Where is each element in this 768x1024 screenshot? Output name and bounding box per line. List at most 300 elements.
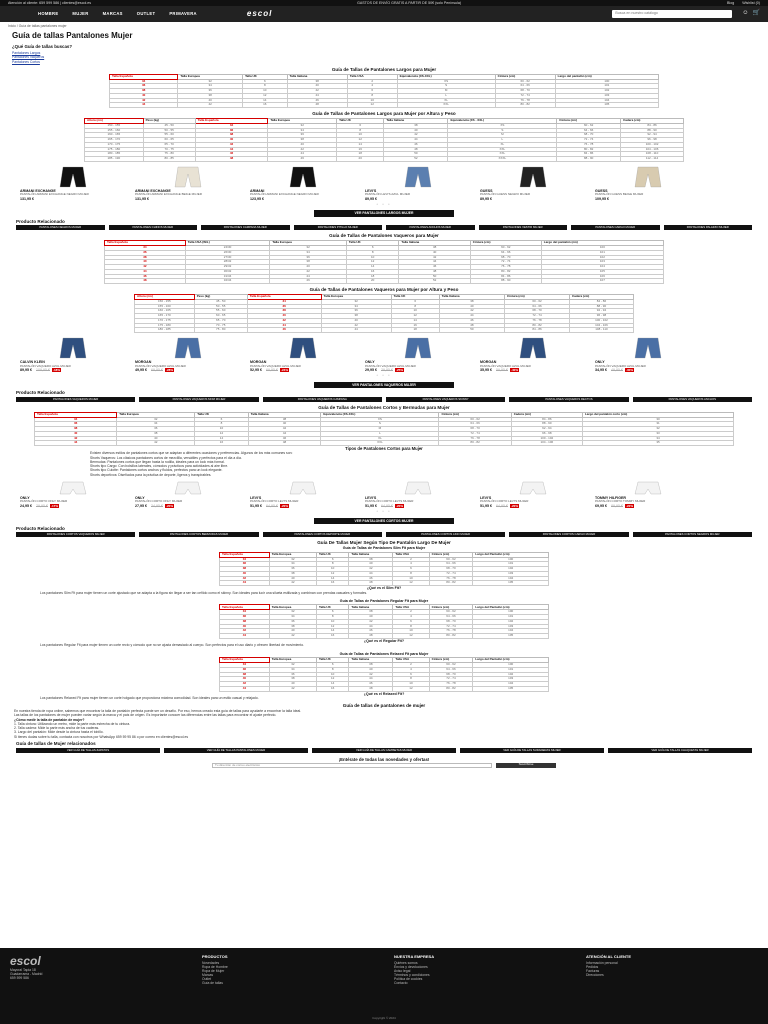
related-chip-button[interactable]: VER GUÍA DE TALLAS ZAPATOS	[16, 748, 160, 753]
products-row-largos	[0, 166, 768, 202]
table-cell: 48	[349, 686, 393, 691]
footer-link[interactable]: Quiénes somos	[394, 961, 418, 965]
table-cell: 64 - 66	[470, 250, 541, 255]
table-cell: 6	[195, 417, 249, 422]
related-chip-button[interactable]: VER GUÍA DE TALLAS CHAQUETAS MUJER	[608, 748, 752, 753]
pants-icon	[163, 337, 213, 359]
product-price: 27,95 €	[135, 504, 147, 508]
product-card[interactable]	[250, 337, 355, 373]
product-price: 51,95 €	[250, 504, 262, 508]
product-card[interactable]	[365, 481, 470, 509]
table-cell: 68 - 70	[470, 255, 541, 260]
product-card[interactable]	[135, 481, 240, 509]
table-cell: 44	[105, 269, 186, 274]
toc-link-vaqueros[interactable]: Pantalones Vaqueros	[12, 55, 45, 60]
nav-marcas[interactable]: MARCAS	[102, 11, 123, 17]
table-cell: 8	[337, 128, 384, 133]
table-header-cell: Talla Italiana	[349, 605, 393, 610]
table-cell: 38	[247, 309, 321, 314]
shorts-line: Shorts Vaqueros: Los clásicos pantalones cortos de mezclilla, versátiles y perfectos para el día a día.	[90, 455, 242, 460]
nav-outlet[interactable]: OUTLET	[136, 11, 156, 17]
product-price-line	[20, 197, 125, 201]
footer-logo[interactable]: escol	[10, 954, 41, 968]
discount-badge: -20%	[166, 504, 174, 508]
table-cell: 42	[269, 634, 316, 639]
footer-link[interactable]: Términos y condiciones	[394, 973, 430, 977]
table-cell: 40	[349, 562, 393, 567]
product-card[interactable]	[480, 166, 585, 202]
product-price: 35,95 €	[480, 368, 492, 373]
table-cell: 38	[287, 79, 347, 84]
table-cell: 40	[349, 615, 393, 620]
cta-vaqueros-button[interactable]: VER PANTALONES VAQUEROS MUJER	[314, 382, 454, 388]
table-header-cell: Talla USA	[347, 74, 397, 79]
table-cell: 42	[321, 323, 391, 328]
table-cell: 76 - 78	[429, 576, 473, 581]
cart-icon[interactable]: 🛒	[752, 10, 760, 17]
table-header-cell: Largo del Pantalón (cm)	[473, 552, 549, 557]
table-cell: 165 - 170	[85, 138, 144, 143]
table-cell: 72 - 74	[495, 93, 555, 98]
product-description: PANTALÓN CORTO LEVI'S MUJER	[480, 499, 529, 504]
related-chip-button[interactable]: PANTALONES VAQUEROS CAMPANA	[263, 397, 382, 402]
product-image[interactable]	[135, 481, 240, 495]
table-cell: 105	[473, 686, 549, 691]
table-header-cell: Cintura (cm)	[439, 412, 511, 417]
table-cell: 10	[393, 576, 429, 581]
table-cell: 8	[393, 624, 429, 629]
product-brand[interactable]: LEVI'S	[365, 188, 377, 193]
product-description: PANTALÓN VAQUERO AZUL MUJER	[480, 363, 531, 368]
footer-link[interactable]: Contacto	[394, 981, 408, 985]
footer-link[interactable]: Ropa de Hombre	[202, 965, 228, 969]
nav-mujer[interactable]: MUJER	[72, 11, 89, 17]
wishlist-link[interactable]: Wishlist (0)	[742, 0, 760, 5]
product-brand[interactable]: CALVIN KLEIN	[20, 360, 45, 365]
table-cell: 80 - 82	[429, 686, 473, 691]
related-chip-button[interactable]: PANTALONES VAQUEROS SKINNY	[386, 397, 505, 402]
table-cell: 42	[399, 255, 470, 260]
footer-products-col	[202, 954, 374, 1018]
table-cell: 16	[195, 441, 249, 446]
table-cell: 10	[346, 255, 399, 260]
product-image[interactable]	[365, 481, 470, 495]
breadcrumb[interactable]: Inicio / Guía de tallas pantalones mujer	[8, 24, 67, 28]
table-header-cell: Talla Italiana	[287, 74, 347, 79]
table-cell: 42	[220, 682, 270, 687]
footer-link[interactable]: Ropa de Mujer	[202, 969, 225, 973]
table-cell: 44	[195, 147, 268, 152]
table-cell: 8	[195, 422, 249, 427]
related-chip-button[interactable]: VER GUÍA DE TALLAS SUDADERAS MUJER	[460, 748, 604, 753]
table-cell: 46	[248, 436, 321, 441]
product-brand[interactable]: GUESS	[480, 188, 493, 193]
pants-icon	[163, 166, 213, 188]
table-header-cell: Talla UK	[346, 241, 399, 246]
table-cell: 52	[384, 157, 448, 162]
product-card[interactable]	[365, 337, 470, 373]
related-chip-button[interactable]: PANTALONES CARGO MUJER	[571, 225, 660, 230]
toc-link-cortos[interactable]: Pantalones Cortos	[12, 59, 40, 64]
table-cell: 34	[178, 84, 243, 89]
related-chip-button[interactable]: PANTALONES CORTOS DEPORTE MUJER	[263, 532, 382, 537]
footer-link[interactable]: Información personal	[586, 961, 618, 965]
table-cell: 96 - 98	[621, 138, 684, 143]
table-cell: 32/34	[185, 279, 270, 284]
table-cell: 46	[349, 629, 393, 634]
table-cell: 105	[473, 634, 549, 639]
table-cell: 102	[473, 619, 549, 624]
search-input[interactable]: Busca en nuestro catálogo	[612, 10, 732, 18]
table4-title: Guía de Tallas de Pantalones Vaqueros para Mujer por Altura y Peso	[309, 287, 459, 293]
table-cell: 40	[195, 138, 268, 143]
product-brand[interactable]: MORGAN	[135, 360, 152, 365]
related-chip-button[interactable]: PANTALONES CORTOS VAQUEROS MUJER	[16, 532, 135, 537]
product-brand[interactable]: TOMMY HILFIGER	[595, 495, 627, 500]
product-image[interactable]	[135, 337, 240, 359]
product-card[interactable]	[250, 481, 355, 509]
footer-link[interactable]: Outlet	[202, 977, 212, 981]
discount-badge: -24%	[281, 368, 289, 373]
product-card[interactable]	[480, 337, 585, 373]
size-table-vaqueros	[104, 240, 664, 284]
table-header-cell: Altura (cm)	[135, 294, 195, 299]
product-image[interactable]	[135, 166, 240, 188]
newsletter-email-input[interactable]: Tu dirección de correo electrónico	[212, 763, 492, 768]
product-card[interactable]	[20, 481, 125, 509]
table-cell: 46	[399, 265, 470, 270]
pants-icon	[278, 337, 328, 359]
product-card[interactable]	[135, 337, 240, 373]
table-cell: 175 - 180	[135, 323, 195, 328]
carousel-dots[interactable]: • • •	[376, 508, 392, 513]
table-cell: 68 - 70	[495, 89, 555, 94]
table-cell: 155 - 160	[85, 128, 144, 133]
table-cell: 32	[178, 79, 243, 84]
table-cell: 68 - 70	[557, 133, 621, 138]
footer-link[interactable]: Direcciones	[586, 973, 604, 977]
product-description: PANTALÓN GUESS BEIGE MUJER	[595, 192, 644, 197]
newsletter-subscribe-button[interactable]: Suscribirse	[496, 763, 556, 768]
product-image[interactable]	[595, 166, 700, 188]
related-chip-button[interactable]: VER GUÍA DE TALLAS PANTALONES MUJER	[164, 748, 308, 753]
related-chip-button[interactable]: PANTALONES CORTOS BERMUDAS MUJER	[139, 532, 258, 537]
table-cell: 34	[117, 422, 195, 427]
chips-row-4	[0, 748, 768, 753]
table-cell: 150 - 155	[135, 299, 195, 304]
product-brand[interactable]: ARMANI	[250, 188, 265, 193]
table-header-cell: Talla UK	[195, 412, 249, 417]
related-chip-button[interactable]: PANTALONES ANCHOS MUJER	[386, 225, 475, 230]
table-cell: 38	[178, 93, 243, 98]
table-cell: 14	[316, 682, 348, 687]
table-header-cell: Talla Europea	[269, 605, 316, 610]
table-header-cell: Cadera (cm)	[511, 412, 582, 417]
product-brand[interactable]: ONLY	[365, 360, 375, 365]
related-chip-button[interactable]: PANTALONES VAQUEROS MOM MUJER	[139, 397, 258, 402]
related-chip-button[interactable]: PANTALONES VAQUEROS MUJER	[16, 397, 135, 402]
table-header-cell: Talla Española	[110, 74, 178, 79]
table-cell: 155 - 160	[135, 304, 195, 309]
product-image[interactable]	[595, 481, 700, 495]
table-cell: 50	[439, 328, 504, 333]
table-header-cell: Talla Española	[220, 552, 270, 557]
guide-toc	[0, 51, 768, 64]
product-old-price: 39,95 €	[381, 368, 393, 373]
table-cell: 88 - 90	[511, 422, 582, 427]
product-image[interactable]	[20, 481, 125, 495]
product-price-line	[20, 504, 125, 509]
product-image[interactable]	[20, 166, 125, 188]
table-cell: 150 - 155	[85, 123, 144, 128]
product-brand[interactable]: ARMANI EXCHANGE	[135, 188, 171, 193]
table-cell: S	[397, 84, 495, 89]
table-cell: 101	[473, 667, 549, 672]
table-cell: 10	[391, 309, 439, 314]
table-cell: 40	[439, 304, 504, 309]
pants-icon	[508, 337, 558, 359]
table-cell: L	[397, 93, 495, 98]
product-description: PANTALÓN GUESS NEGRO MUJER	[480, 192, 531, 197]
blog-link[interactable]: Blog	[727, 0, 735, 5]
product-image[interactable]	[365, 166, 470, 188]
product-card[interactable]	[250, 166, 355, 202]
table-row	[85, 157, 684, 162]
table-cell: 44	[220, 634, 270, 639]
table-cell: 44	[399, 260, 470, 265]
related-chip-button[interactable]: PANTALONES VAQUEROS RECTOS	[509, 397, 628, 402]
table-cell: 12	[347, 103, 397, 108]
table-cell: 50 - 55	[143, 128, 195, 133]
table-cell: 40	[399, 250, 470, 255]
table-cell: 72 - 74	[470, 260, 541, 265]
product-old-price: 59,95 €	[496, 368, 508, 373]
footer-copyright: Copyright © 2024	[372, 1016, 396, 1021]
regular-title: Guía de Tallas de Pantalones Regular Fit para Mujer	[339, 598, 429, 603]
size-table-cortos	[34, 412, 734, 447]
table-cell: 10	[316, 619, 348, 624]
table-cell: 175 - 180	[85, 147, 144, 152]
table-cell: 180 - 185	[85, 152, 144, 157]
nav-primavera[interactable]: PRIMAVERA	[169, 11, 197, 17]
table-cell: 80 - 82	[495, 103, 555, 108]
table-cell: 48	[287, 103, 347, 108]
table-cell: 6	[393, 567, 429, 572]
table-cell: 84 - 86	[621, 123, 684, 128]
table-cell: 76 - 78	[505, 318, 570, 323]
site-logo[interactable]: escol	[246, 9, 273, 18]
product-brand[interactable]: MORGAN	[250, 360, 267, 365]
table-cell: 44	[248, 431, 321, 436]
product-image[interactable]	[480, 481, 585, 495]
table-cell: 42	[349, 619, 393, 624]
product-old-price: 69,95 €	[151, 368, 163, 373]
product-brand[interactable]: LEVI'S	[480, 495, 492, 500]
table-cell: 68 - 70	[429, 619, 473, 624]
product-card[interactable]	[135, 166, 240, 202]
table-cell: 60 - 62	[429, 610, 473, 615]
table-cell: 38	[384, 123, 448, 128]
table-header-cell: Talla Europea	[178, 74, 243, 79]
related-chip-button[interactable]: PANTALONES CORTOS CARGO MUJER	[509, 532, 628, 537]
table-cell: 102	[541, 255, 663, 260]
pants-icon	[48, 337, 98, 359]
related-chip-button[interactable]: PANTALONES VESTIR MUJER	[479, 225, 568, 230]
table-cell: 55 - 60	[194, 309, 247, 314]
cta-cortos-button[interactable]: VER PANTALONES CORTOS MUJER	[314, 518, 454, 524]
footer-link[interactable]: Novedades	[202, 961, 220, 965]
product-image[interactable]	[365, 337, 470, 359]
table-cell: 100	[541, 246, 663, 251]
site-footer	[0, 948, 768, 1024]
table-cell: 35	[582, 441, 733, 446]
nav-hombre[interactable]: HOMBRE	[38, 11, 59, 17]
table-cell: 46	[287, 98, 347, 103]
table-cell: 44	[220, 686, 270, 691]
product-price-line	[250, 504, 355, 509]
table-cell: 68 - 70	[429, 672, 473, 677]
table-cell: 105	[555, 103, 658, 108]
table-cell: 100	[473, 663, 549, 668]
product-image[interactable]	[250, 481, 355, 495]
table-cell: 38	[220, 619, 270, 624]
footer-link[interactable]: Guía de tallas	[202, 981, 223, 985]
product-brand[interactable]: ARMANI EXCHANGE	[20, 188, 56, 193]
product-card[interactable]	[595, 337, 700, 373]
table-cell: 14	[316, 576, 348, 581]
table-cell: XS	[397, 79, 495, 84]
product-card[interactable]	[595, 481, 700, 509]
related-chip-button[interactable]: PANTALONES PITILLO MUJER	[294, 225, 383, 230]
table-cell: 106	[541, 274, 663, 279]
table-cell: 64 - 66	[429, 615, 473, 620]
table-cell: 36	[269, 567, 316, 572]
product-image[interactable]	[250, 337, 355, 359]
product-card[interactable]	[595, 166, 700, 202]
product-image[interactable]	[480, 337, 585, 359]
table-cell: 104	[473, 629, 549, 634]
table-cell: 40	[269, 682, 316, 687]
related-chip-button[interactable]: PANTALONES CAMPANA MUJER	[201, 225, 290, 230]
user-icon[interactable]: ☺	[742, 10, 749, 17]
related-chip-button[interactable]: PANTALONES PALAZZO MUJER	[664, 225, 753, 230]
product-image[interactable]	[595, 337, 700, 359]
product-old-price: 64,95 €	[266, 504, 278, 508]
product-card[interactable]	[480, 481, 585, 509]
guide-para: Si tienes dudas sobre tu talla, contacta con nosotros por WhatsApp 659 59 95 86 o por correo en clientes@escol.es	[14, 734, 189, 739]
related-chip-button[interactable]: PANTALONES CHINOS MUJER	[109, 225, 198, 230]
footer-link[interactable]: Marcas	[202, 973, 214, 977]
table-cell: 101	[473, 562, 549, 567]
footer-link[interactable]: Aviso legal	[394, 969, 411, 973]
footer-support-col	[586, 954, 758, 1018]
product-price: 24,95 €	[20, 504, 32, 508]
product-brand[interactable]: GUESS	[595, 188, 608, 193]
carousel-dots[interactable]: • • •	[376, 201, 392, 206]
product-price: 131,95 €	[135, 197, 149, 202]
table-cell: 104 - 106	[511, 441, 582, 446]
table-cell: 46	[384, 142, 448, 147]
table-cell: 34	[269, 562, 316, 567]
product-image[interactable]	[480, 166, 585, 188]
product-brand[interactable]: ONLY	[20, 495, 30, 500]
table-cell: 80 - 82	[470, 269, 541, 274]
footer-phone: 659 599 586	[10, 976, 29, 980]
table-cell: 38	[220, 672, 270, 677]
product-brand[interactable]: ONLY	[135, 495, 145, 500]
table-cell: 42	[349, 567, 393, 572]
table-cell: 6	[346, 246, 399, 251]
related-chip-button[interactable]: PANTALONES CORTOS LINO MUJER	[386, 532, 505, 537]
product-brand[interactable]: MORGAN	[480, 360, 497, 365]
toc-link-largos[interactable]: Pantalones Largos	[12, 50, 41, 55]
footer-link[interactable]: Envíos y devoluciones	[394, 965, 428, 969]
table-cell: 48	[105, 279, 186, 284]
product-card[interactable]	[20, 337, 125, 373]
related-chip-button[interactable]: PANTALONES CORTOS NEGROS MUJER	[633, 532, 752, 537]
table-cell: 68 - 70	[505, 309, 570, 314]
table-cell: L	[448, 138, 557, 143]
table-cell: 8	[393, 677, 429, 682]
table-header-cell: Talla UK	[316, 658, 348, 663]
related-chip-button[interactable]: PANTALONES VAQUEROS ANCHOS	[633, 397, 752, 402]
cta-largos-button[interactable]: VER PANTALONES LARGOS MUJER	[314, 210, 454, 216]
product-brand[interactable]: ONLY	[595, 360, 605, 365]
table-cell: 72 - 74	[557, 138, 621, 143]
table-cell: 33	[582, 431, 733, 436]
table-cell: 42	[117, 441, 195, 446]
table-cell: 38	[105, 255, 186, 260]
related-chip-button[interactable]: PANTALONES NEGROS MUJER	[16, 225, 105, 230]
table-cell: 96 - 98	[511, 431, 582, 436]
footer-link[interactable]: Pedidos	[586, 965, 599, 969]
product-card[interactable]	[20, 166, 125, 202]
table-cell: 44	[270, 274, 347, 279]
carousel-dots[interactable]: • • •	[376, 373, 392, 378]
table-cell: 12	[243, 93, 287, 98]
product-image[interactable]	[250, 166, 355, 188]
related-chip-button[interactable]: VER GUÍA DE TALLAS CAMISETAS MUJER	[312, 748, 456, 753]
footer-link[interactable]: Política de cookies	[394, 977, 423, 981]
table-cell: 44	[349, 677, 393, 682]
product-image[interactable]	[20, 337, 125, 359]
product-price-line	[250, 197, 355, 201]
table-cell: 84 - 86	[505, 328, 570, 333]
pants-icon	[623, 481, 673, 495]
product-brand[interactable]: LEVI'S	[250, 495, 262, 500]
table-cell: 48	[248, 441, 321, 446]
product-brand[interactable]: LEVI'S	[365, 495, 377, 500]
table-cell: 36	[247, 304, 321, 309]
discount-badge: -40%	[511, 368, 519, 373]
table-cell: 170 - 175	[135, 318, 195, 323]
table-cell: 4	[347, 84, 397, 89]
guide-para: ¿Cómo medir la talla de pantalón de mujer?	[14, 717, 85, 722]
product-price-line	[20, 368, 125, 373]
discount-badge: -20%	[396, 504, 404, 508]
product-price-line	[595, 504, 700, 509]
table-cell: 36	[270, 255, 347, 260]
discount-badge: -22%	[626, 504, 634, 508]
table-cell: 6	[316, 610, 348, 615]
table-cell: 76 - 78	[470, 265, 541, 270]
product-card[interactable]	[365, 166, 470, 202]
product-description: PANTALÓN VAQUERO AZUL MUJER	[135, 363, 186, 368]
table-cell: 12	[393, 581, 429, 586]
table-header-cell: Talla Española	[195, 118, 268, 123]
footer-link[interactable]: Facturas	[586, 969, 600, 973]
pants-icon	[623, 337, 673, 359]
